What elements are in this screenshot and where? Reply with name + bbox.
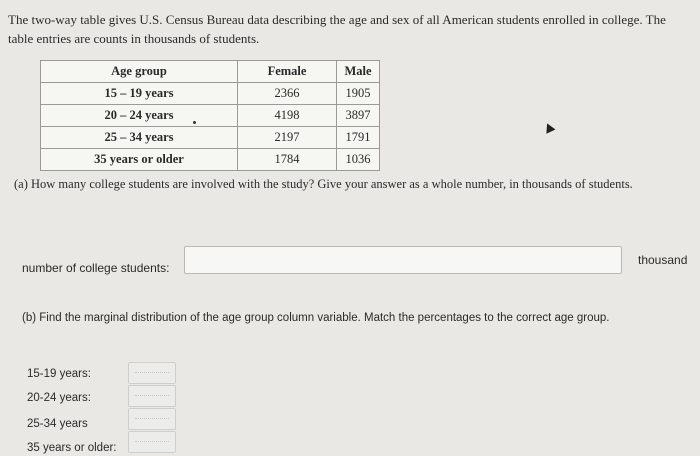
- answer-a-unit: thousand: [638, 253, 688, 267]
- question-a: (a) How many college students are involved with the study? Give your answer as a whole number, in thousands of students.: [14, 177, 633, 191]
- stray-dot: [193, 121, 196, 124]
- mouse-cursor-icon: [543, 121, 556, 133]
- table-row: [41, 149, 380, 171]
- female-cell: 1784: [238, 149, 337, 171]
- answer-a-label: number of college students:: [22, 261, 170, 275]
- table-header-row: [41, 61, 380, 83]
- header-female: Female: [238, 61, 337, 83]
- age-cell: 20 – 24 years: [41, 105, 238, 127]
- college-students-input[interactable]: [184, 246, 622, 274]
- age-cell: 15 – 19 years: [41, 83, 238, 105]
- marginal-dropzone-25-34[interactable]: [128, 408, 176, 430]
- age-cell: 35 years or older: [41, 149, 238, 171]
- marginal-label-25-34: 25-34 years: [27, 418, 88, 430]
- male-cell: 1791: [337, 127, 380, 149]
- female-cell: 2366: [238, 83, 337, 105]
- header-age-group: Age group: [41, 61, 238, 83]
- marginal-dropzone-20-24[interactable]: [128, 385, 176, 407]
- male-cell: 1905: [337, 83, 380, 105]
- table-row: [41, 83, 380, 105]
- age-cell: 25 – 34 years: [41, 127, 238, 149]
- question-b: (b) Find the marginal distribution of the age group column variable. Match the percentages to the correct age group.: [22, 312, 610, 324]
- marginal-label-20-24: 20-24 years:: [27, 392, 91, 404]
- header-male: Male: [337, 61, 380, 83]
- marginal-label-35-plus: 35 years or older:: [27, 442, 117, 454]
- table-row: [41, 127, 380, 149]
- problem-intro: The two-way table gives U.S. Census Bureau data describing the age and sex of all American students enrolled in college. The table entries are counts in thousands of students.: [8, 12, 666, 46]
- marginal-label-15-19: 15-19 years:: [27, 368, 91, 380]
- male-cell: 3897: [337, 105, 380, 127]
- marginal-dropzone-35-plus[interactable]: [128, 431, 176, 453]
- female-cell: 2197: [238, 127, 337, 149]
- male-cell: 1036: [337, 149, 380, 171]
- marginal-dropzone-15-19[interactable]: [128, 362, 176, 384]
- table-row: [41, 105, 380, 127]
- female-cell: 4198: [238, 105, 337, 127]
- two-way-table: [40, 60, 380, 171]
